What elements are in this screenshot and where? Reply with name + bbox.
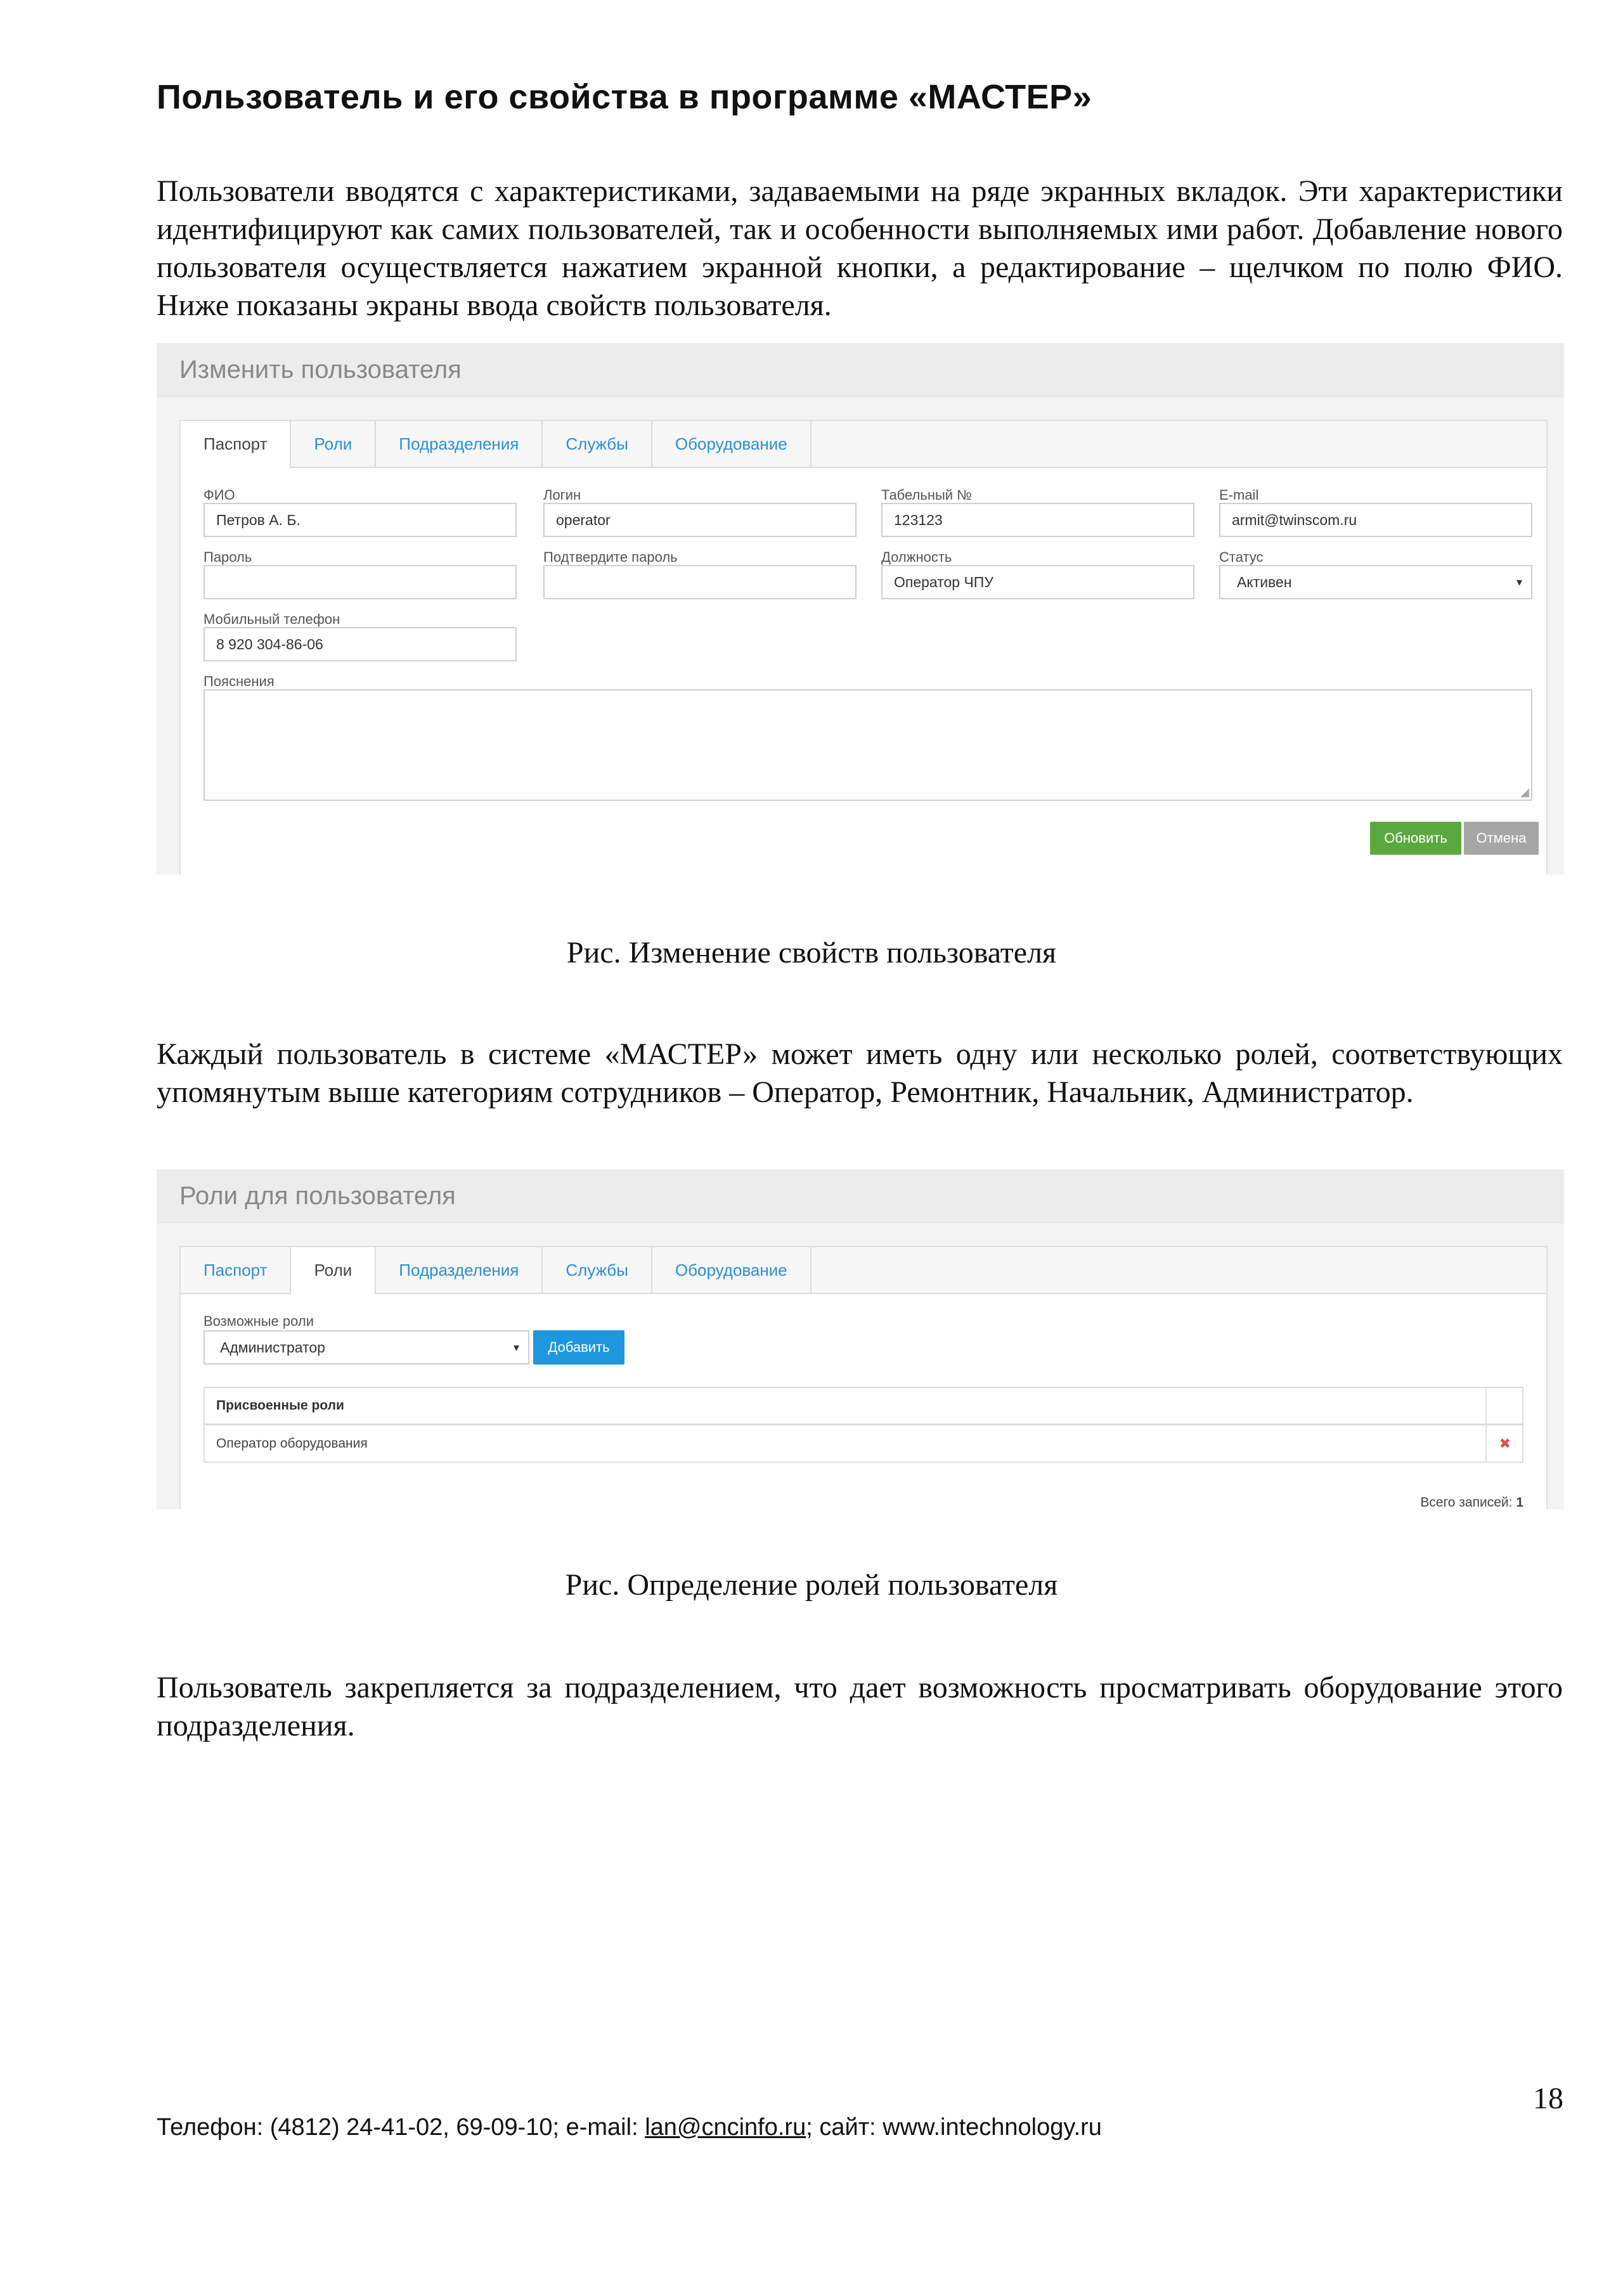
status-select[interactable] — [1219, 565, 1532, 599]
login-label: Логин — [543, 487, 581, 503]
footer-contacts — [157, 2114, 1102, 2141]
total-records-label: Всего записей: — [1420, 1495, 1513, 1509]
possible-roles-value: Администратор — [220, 1339, 325, 1356]
tab-passport[interactable]: Паспорт — [181, 1247, 291, 1293]
page-title: Пользователь и его свойства в программе «МАСТЕР» — [157, 78, 1092, 116]
confirm-password-field[interactable] — [543, 565, 857, 599]
notes-textarea[interactable] — [204, 689, 1532, 801]
tab-passport[interactable]: Паспорт — [181, 421, 291, 468]
update-button[interactable]: Обновить — [1370, 822, 1461, 855]
position-label: Должность — [881, 549, 952, 565]
assigned-roles-table — [204, 1387, 1523, 1463]
fio-label: ФИО — [204, 487, 235, 503]
tab-roles[interactable]: Роли — [291, 421, 376, 467]
possible-roles-select[interactable] — [204, 1330, 529, 1365]
edit-user-header: Изменить пользователя — [157, 343, 1564, 397]
email-field[interactable]: armit@twinscom.ru — [1219, 503, 1532, 537]
tab-roles[interactable]: Роли — [291, 1247, 376, 1294]
figure-caption-1: Рис. Изменение свойств пользователя — [566, 936, 1057, 970]
roles-header: Роли для пользователя — [157, 1169, 1564, 1223]
footer-phone-text: Телефон: (4812) 24-41-02, 69-09-10; e-mail: — [157, 2114, 645, 2141]
possible-roles-label: Возможные роли — [204, 1313, 314, 1329]
table-row — [205, 1425, 1522, 1462]
login-field[interactable]: operator — [543, 503, 857, 537]
edit-user-card — [179, 420, 1548, 874]
chevron-down-icon: ▾ — [513, 1341, 519, 1354]
cancel-button[interactable]: Отмена — [1464, 822, 1539, 855]
status-value: Активен — [1237, 574, 1292, 590]
tab-departments[interactable]: Подразделения — [376, 421, 543, 467]
assigned-roles-header: Присвоенные роли — [216, 1398, 344, 1413]
departments-paragraph: Пользователь закрепляется за подразделением, что дает возможность просматривать оборудование этого подразделения. — [157, 1671, 1563, 1742]
intro-paragraph: Пользователи вводятся с характеристиками, задаваемыми на ряде экранных вкладок. Эти характеристики идентифицируют как самих пользователей, так и особенности выполняемых ими работ. Добавление нового пользователя осуществляется нажатием экранной кнопки, а редактирование – щелчком по полю ФИО. Ниже показаны экраны ввода свойств пользователя. — [157, 174, 1563, 322]
status-label: Статус — [1219, 549, 1264, 565]
mobile-label: Мобильный телефон — [204, 611, 340, 627]
roles-tabs — [181, 1247, 1546, 1294]
footer-site-text: ; сайт: www.intechnology.ru — [806, 2114, 1102, 2141]
roles-paragraph: Каждый пользователь в системе «МАСТЕР» может иметь одну или несколько ролей, соответствующих упомянутым выше категориям сотрудников – Оператор, Ремонтник, Начальник, Администратор. — [157, 1037, 1563, 1109]
resize-handle-icon[interactable]: ◢ — [1520, 786, 1529, 798]
total-records-value: 1 — [1516, 1495, 1523, 1509]
assigned-role-name: Оператор оборудования — [216, 1436, 368, 1451]
delete-icon[interactable]: ✖ — [1499, 1436, 1511, 1451]
total-records — [1420, 1495, 1523, 1509]
roles-card — [179, 1246, 1548, 1509]
tab-number-field[interactable]: 123123 — [881, 503, 1194, 537]
confirm-password-label: Подтвердите пароль — [543, 549, 678, 565]
chevron-down-icon: ▾ — [1516, 576, 1522, 588]
notes-label: Пояснения — [204, 673, 275, 689]
password-field[interactable] — [204, 565, 517, 599]
password-label: Пароль — [204, 549, 252, 565]
add-role-button[interactable]: Добавить — [533, 1330, 624, 1365]
email-label: E-mail — [1219, 487, 1259, 503]
page-number: 18 — [1533, 2082, 1563, 2115]
footer-email-link[interactable]: lan@cncinfo.ru — [645, 2114, 806, 2141]
position-field[interactable]: Оператор ЧПУ — [881, 565, 1194, 599]
edit-user-tabs — [181, 421, 1546, 468]
roles-screenshot — [157, 1169, 1564, 1509]
edit-user-screenshot — [157, 343, 1564, 874]
tab-equipment[interactable]: Оборудование — [652, 421, 812, 467]
tab-departments[interactable]: Подразделения — [376, 1247, 543, 1293]
fio-field[interactable]: Петров А. Б. — [204, 503, 517, 537]
tab-services[interactable]: Службы — [543, 1247, 652, 1293]
table-header — [205, 1388, 1522, 1425]
mobile-field[interactable]: 8 920 304-86-06 — [204, 627, 517, 661]
tab-services[interactable]: Службы — [543, 421, 652, 467]
tab-equipment[interactable]: Оборудование — [652, 1247, 812, 1293]
figure-caption-2: Рис. Определение ролей пользователя — [565, 1568, 1058, 1602]
tab-number-label: Табельный № — [881, 487, 972, 503]
